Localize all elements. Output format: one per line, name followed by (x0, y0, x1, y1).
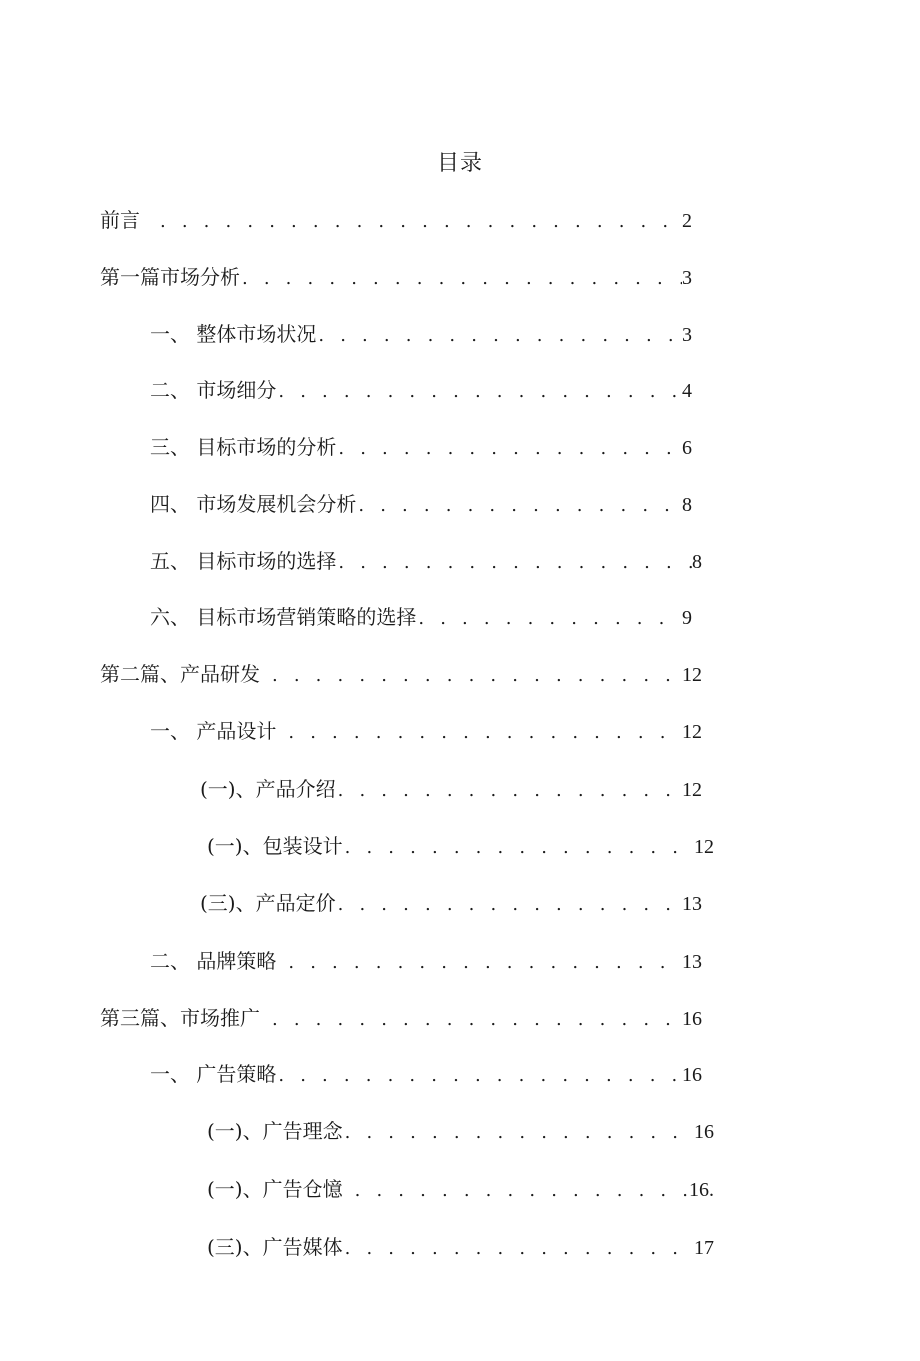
toc-entry-label: (三)、产品定价 (200, 891, 336, 915)
toc-entry-label: (一)、广告仓憶 (207, 1177, 343, 1201)
toc-entry-label: 二、 品牌策略 (150, 949, 277, 973)
toc-leader-dots (336, 776, 682, 806)
toc-entry-3-1-1 (207, 1116, 714, 1146)
toc-entry-preface (100, 205, 692, 235)
toc-entry-page: 16 (682, 1008, 702, 1030)
toc-entry-label: (一)、产品介绍 (200, 777, 336, 801)
toc-leader-dots (270, 661, 682, 691)
toc-leader-dots (276, 1061, 682, 1091)
toc-entry-page: 16. (689, 1179, 714, 1201)
toc-entry-page: 16 (694, 1121, 714, 1143)
toc-title: 目录 (436, 151, 483, 176)
toc-entry-3-1 (150, 1059, 702, 1089)
toc-entry-1-3 (150, 432, 692, 462)
toc-entry-3-1-3 (207, 1232, 714, 1262)
toc-entry-label: 前言 (100, 208, 140, 232)
toc-entry-page: 12 (682, 721, 702, 743)
toc-entry-1-2 (150, 375, 692, 405)
toc-entry-part-1 (100, 262, 692, 292)
toc-entry-page: 12 (682, 779, 702, 801)
toc-entry-page: 4 (682, 380, 692, 402)
toc-leader-dots (416, 604, 682, 634)
toc-leader-dots (286, 948, 682, 978)
toc-entry-page: 16 (682, 1064, 702, 1086)
toc-entry-part-2 (100, 659, 702, 689)
toc-entry-label: 四、 市场发展机会分析 (150, 492, 357, 516)
toc-leader-dots (336, 890, 682, 920)
toc-entry-label: (一)、包装设计 (207, 834, 343, 858)
toc-entry-label: 第三篇、市场推广 (100, 1006, 260, 1030)
toc-entry-page: 3 (682, 267, 692, 289)
toc-entry-page: 8 (682, 494, 692, 516)
toc-entry-label: 三、 目标市场的分析 (150, 435, 337, 459)
toc-entry-part-3 (100, 1003, 702, 1033)
toc-entry-label: 一、 广告策略 (150, 1062, 277, 1086)
toc-entry-2-2 (150, 946, 702, 976)
toc-entry-page: 12 (694, 836, 714, 858)
toc-leader-dots (158, 207, 682, 237)
toc-entry-page: 12 (682, 664, 702, 686)
toc-entry-1-4 (150, 489, 692, 519)
toc-leader-dots (343, 833, 694, 863)
toc-entry-3-1-2 (207, 1174, 714, 1204)
toc-leader-dots (356, 491, 682, 521)
toc-entry-label: 第一篇市场分析 (100, 265, 240, 289)
toc-entry-1-5 (150, 546, 702, 576)
toc-entry-label: 一、 产品设计 (150, 719, 277, 743)
toc-entry-label: 二、 市场细分 (150, 378, 277, 402)
toc-entry-1-6 (150, 602, 692, 632)
toc-entry-page: 3 (682, 324, 692, 346)
toc-entry-page: 17 (694, 1237, 714, 1259)
toc-entry-page: 8 (692, 551, 702, 573)
toc-leader-dots (336, 548, 692, 578)
toc-leader-dots (343, 1118, 694, 1148)
toc-entry-page: 2 (682, 210, 692, 232)
toc-entry-label: 五、 目标市场的选择 (150, 549, 337, 573)
toc-entry-label: 第二篇、产品研发 (100, 662, 260, 686)
toc-entry-label: 六、 目标市场营销策略的选择 (150, 605, 417, 629)
toc-entry-label: 一、 整体市场状况 (150, 322, 317, 346)
toc-leader-dots (343, 1234, 694, 1264)
toc-leader-dots (270, 1005, 682, 1035)
toc-entry-page: 13 (682, 951, 702, 973)
toc-leader-dots (276, 377, 682, 407)
toc-leader-dots (286, 718, 682, 748)
toc-entry-page: 6 (682, 437, 692, 459)
toc-entry-label: (一)、广告理念 (207, 1119, 343, 1143)
toc-entry-label: (三)、广告媒体 (207, 1235, 343, 1259)
toc-entry-page: 13 (682, 893, 702, 915)
toc-entry-page: 9 (682, 607, 692, 629)
toc-leader-dots (336, 434, 682, 464)
toc-entry-2-1 (150, 716, 702, 746)
toc-entry-1-1 (150, 319, 692, 349)
toc-entry-2-1-2 (207, 831, 714, 861)
toc-entry-2-1-1 (200, 774, 702, 804)
toc-leader-dots (353, 1176, 689, 1206)
toc-leader-dots (240, 264, 682, 294)
toc-leader-dots (316, 321, 682, 351)
toc-entry-2-1-3 (200, 888, 702, 918)
